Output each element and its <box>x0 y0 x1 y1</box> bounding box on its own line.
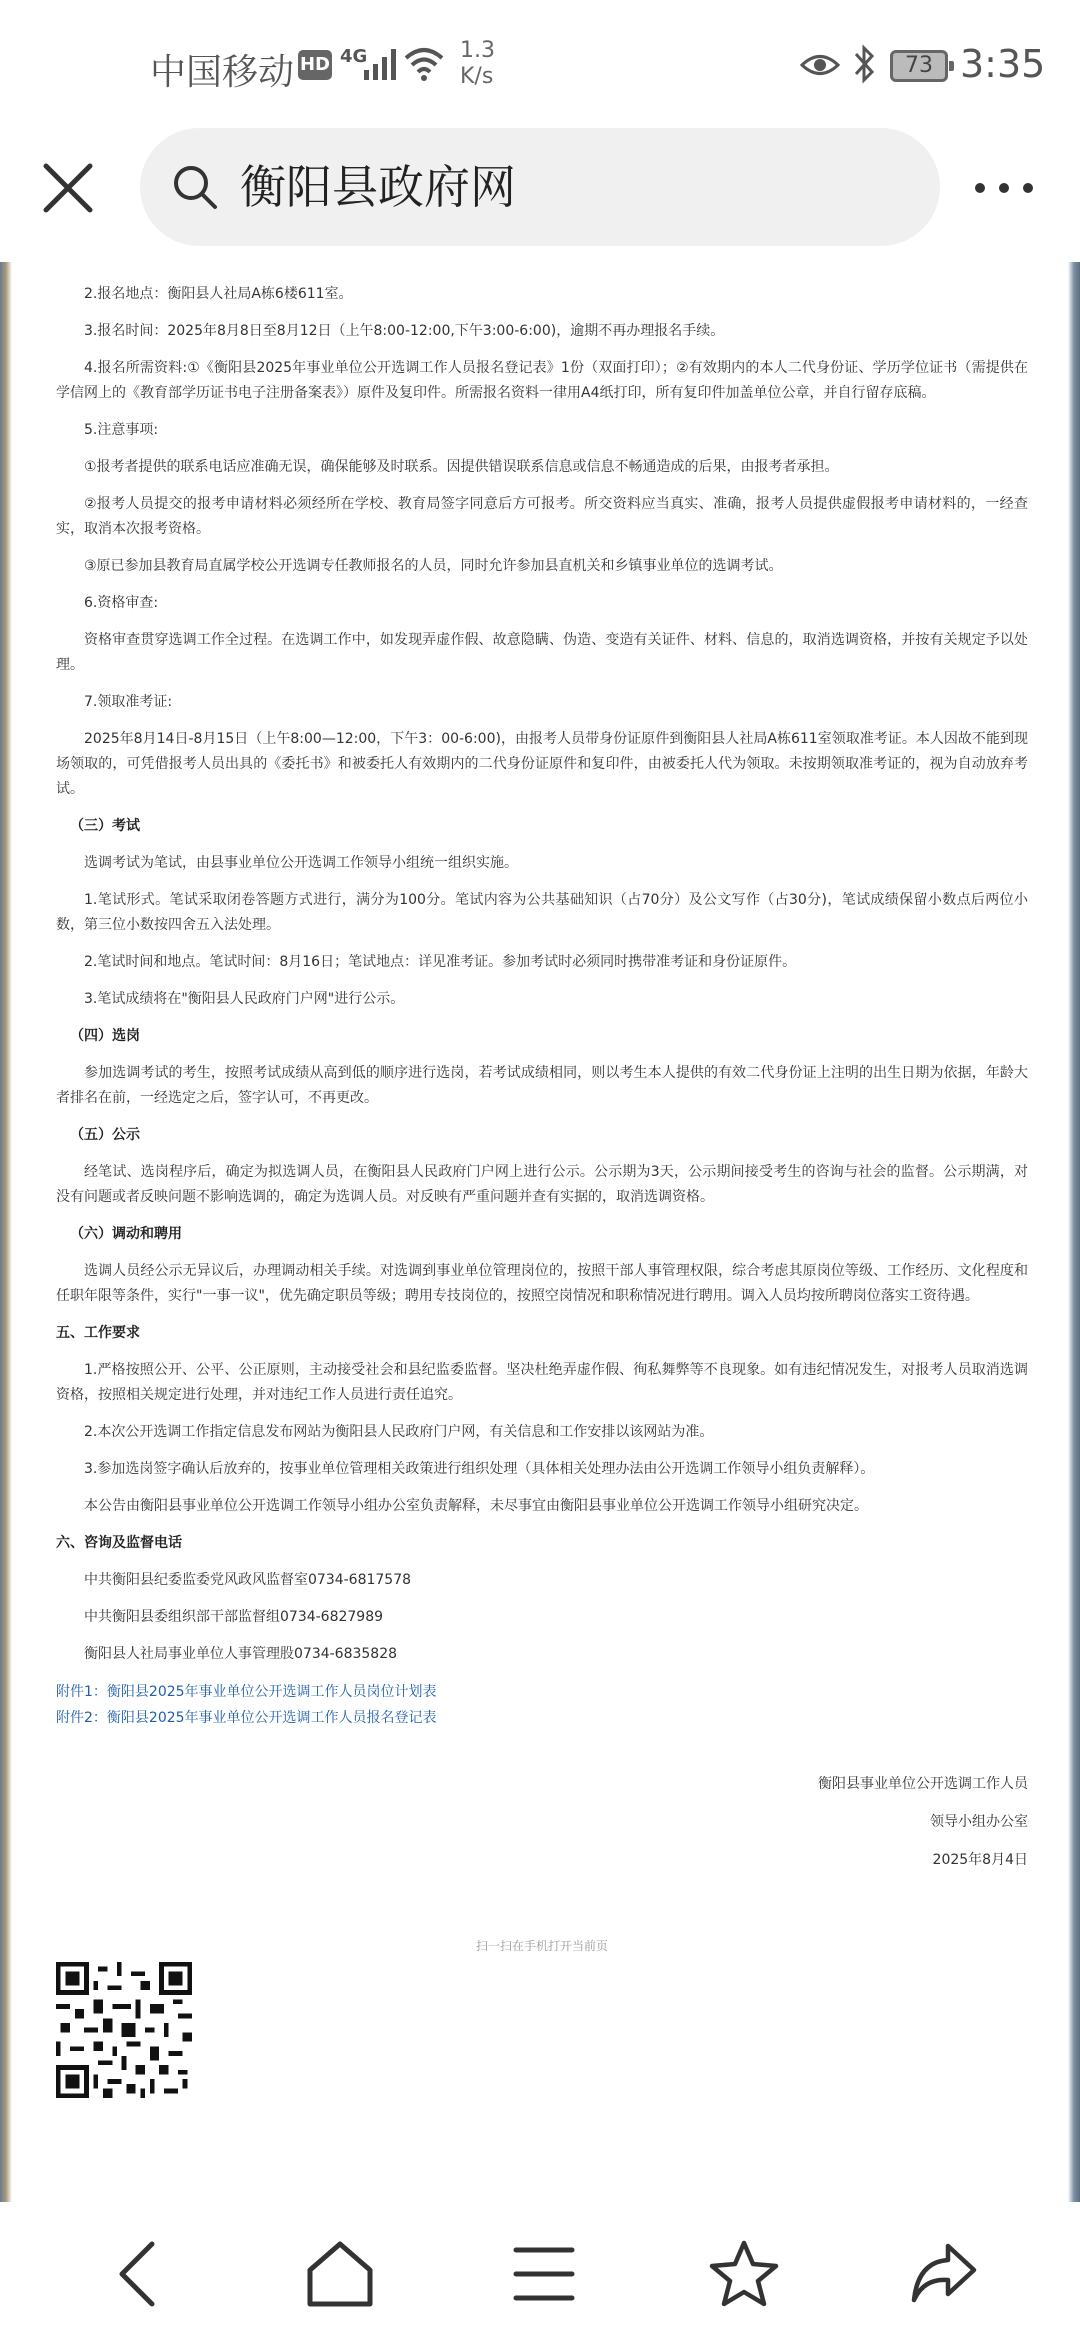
qr-caption: 扫一扫在手机打开当前页 <box>475 1939 608 1953</box>
paragraph: 1.笔试形式。笔试采取闭卷答题方式进行，满分为100分。笔试内容为公共基础知识（占70分）及公文写作（占30分)，笔试成绩保留小数点后两位小数，第三位小数按四舍五入法处理。 <box>56 892 1028 933</box>
signal-icon <box>362 46 402 82</box>
paragraph: 4.报名所需资料:①《衡阳县2025年事业单位公开选调工作人员报名登记表》1份（双面打印）；②有效期内的本人二代身份证、学历学位证书（需提供在学信网上的《教育部学历证书电子注册备案表》）原件及复印件。所需报名资料一律用A4纸打印，所有复印件加盖单位公章，并自行留存底稿。 <box>56 360 1028 401</box>
back-icon[interactable] <box>104 2238 176 2310</box>
signature-date: 2025年8月4日 <box>932 1852 1028 1868</box>
paragraph: 选调考试为笔试，由县事业单位公开选调工作领导小组统一组织实施。 <box>84 855 518 871</box>
carrier-name: 中国移动 <box>150 52 295 93</box>
qr-code <box>56 1962 192 2098</box>
section-heading-employ: （六）调动和聘用 <box>70 1226 182 1242</box>
attachment-link-1[interactable]: 附件1：衡阳县2025年事业单位公开选调工作人员岗位计划表 <box>56 1684 437 1700</box>
contact-line: 中共衡阳县委组织部干部监督组0734-6827989 <box>84 1609 384 1625</box>
speed-unit: K/s <box>460 64 494 89</box>
section-heading-exam: （三）考试 <box>70 818 140 834</box>
address-search-bar[interactable] <box>140 128 940 246</box>
contact-line: 衡阳县人社局事业单位人事管理股0734-6835828 <box>84 1646 398 1662</box>
paragraph: 本公告由衡阳县事业单位公开选调工作领导小组办公室负责解释，未尽事宜由衡阳县事业单位公开选调工作领导小组研究决定。 <box>84 1498 868 1514</box>
paragraph: 3.参加选岗签字确认后放弃的，按事业单位管理相关政策进行组织处理（具体相关处理办法由公开选调工作领导小组负责解释）。 <box>84 1461 875 1477</box>
search-icon <box>172 164 218 210</box>
status-bar <box>0 0 1080 130</box>
clock: 3:35 <box>960 42 1046 86</box>
bottom-navigation <box>0 2202 1080 2340</box>
paragraph: 1.严格按照公开、公平、公正原则，主动接受社会和县纪监委监督。坚决杜绝弄虚作假、徇私舞弊等不良现象。如有违纪情况发生，对报考人员取消选调资格，按照相关规定进行处理，并对违纪工作人员进行责任追究。 <box>56 1362 1028 1403</box>
eye-comfort-icon <box>800 50 840 80</box>
close-icon[interactable] <box>40 160 96 216</box>
star-icon[interactable] <box>708 2238 780 2310</box>
paragraph: ②报考人员提交的报考申请材料必须经所在学校、教育局签字同意后方可报考。所交资料应当真实、准确，报考人员提供虚假报考申请材料的，一经查实，取消本次报考资格。 <box>56 496 1028 537</box>
speed-value: 1.3 <box>460 38 495 63</box>
web-content[interactable] <box>0 262 1080 2202</box>
more-icon[interactable] <box>972 168 1036 208</box>
paragraph: 3.笔试成绩将在"衡阳县人民政府门户网"进行公示。 <box>84 991 405 1007</box>
section-heading-public: （五）公示 <box>70 1127 140 1143</box>
bluetooth-icon <box>850 44 878 84</box>
paragraph: 5.注意事项: <box>84 422 159 438</box>
search-text: 衡阳县政府网 <box>240 160 516 214</box>
paragraph: ③原已参加县教育局直属学校公开选调专任教师报名的人员，同时允许参加县直机关和乡镇事业单位的选调考试。 <box>84 558 783 574</box>
network-type: 4G <box>340 46 368 67</box>
paragraph: 2025年8月14日-8月15日（上午8:00—12:00，下午3：00-6:00)，由报考人员带身份证原件到衡阳县人社局A栋611室领取准考证。本人因故不能到现场领取的，可凭借报考人员出具的《委托书》和被委托人有效期内的二代身份证原件和复印件，由被委托人代为领取。未按期领取准考证的，视为自动放弃考试。 <box>56 731 1028 797</box>
section-heading-require: 五、工作要求 <box>56 1325 140 1341</box>
section-heading-select: （四）选岗 <box>70 1028 140 1044</box>
paragraph: ①报考者提供的联系电话应准确无误，确保能够及时联系。因提供错误联系信息或信息不畅通造成的后果，由报考者承担。 <box>84 459 839 475</box>
hd-badge: HD <box>298 50 332 80</box>
battery-indicator: 73 <box>890 50 948 82</box>
wifi-icon <box>402 44 446 84</box>
signature-org: 衡阳县事业单位公开选调工作人员 <box>818 1776 1028 1792</box>
paragraph: 6.资格审查: <box>84 595 159 611</box>
paragraph: 资格审查贯穿选调工作全过程。在选调工作中，如发现弄虚作假、故意隐瞒、伪造、变造有关证件、材料、信息的，取消选调资格，并按有关规定予以处理。 <box>56 632 1028 673</box>
network-speed <box>460 38 495 90</box>
paragraph: 2.笔试时间和地点。笔试时间：8月16日；笔试地点：详见准考证。参加考试时必须同时携带准考证和身份证原件。 <box>84 954 797 970</box>
signature-office: 领导小组办公室 <box>930 1814 1028 1830</box>
article <box>56 262 1028 2102</box>
home-icon[interactable] <box>304 2238 376 2310</box>
share-icon[interactable] <box>908 2238 980 2310</box>
paragraph: 选调人员经公示无异议后，办理调动相关手续。对选调到事业单位管理岗位的，按照干部人事管理权限，综合考虑其原岗位等级、工作经历、文化程度和任职年限等条件，实行"一事一议"，优先确定职员等级；聘用专技岗位的，按照空岗情况和职称情况进行聘用。调入人员均按所聘岗位落实工资待遇。 <box>56 1263 1028 1304</box>
menu-icon[interactable] <box>508 2238 580 2310</box>
section-heading-contact: 六、咨询及监督电话 <box>56 1535 182 1551</box>
paragraph: 7.领取准考证: <box>84 694 173 710</box>
paragraph: 3.报名时间：2025年8月8日至8月12日（上午8:00-12:00,下午3:00-6:00)，逾期不再办理报名手续。 <box>84 323 725 339</box>
attachment-link-2[interactable]: 附件2：衡阳县2025年事业单位公开选调工作人员报名登记表 <box>56 1710 437 1726</box>
paragraph: 2.报名地点：衡阳县人社局A栋6楼611室。 <box>84 286 353 302</box>
paragraph: 参加选调考试的考生，按照考试成绩从高到低的顺序进行选岗，若考试成绩相同，则以考生本人提供的有效二代身份证上注明的出生日期为依据，年龄大者排名在前，一经选定之后，签字认可，不再更改。 <box>56 1065 1028 1106</box>
paragraph: 经笔试、选岗程序后，确定为拟选调人员，在衡阳县人民政府门户网上进行公示。公示期为3天，公示期间接受考生的咨询与社会的监督。公示期满，对没有问题或者反映问题不影响选调的，确定为选调人员。对反映有严重问题并查有实据的，取消选调资格。 <box>56 1164 1028 1205</box>
paragraph: 2.本次公开选调工作指定信息发布网站为衡阳县人民政府门户网，有关信息和工作安排以该网站为准。 <box>84 1424 714 1440</box>
contact-line: 中共衡阳县纪委监委党风政风监督室0734-6817578 <box>84 1572 412 1588</box>
